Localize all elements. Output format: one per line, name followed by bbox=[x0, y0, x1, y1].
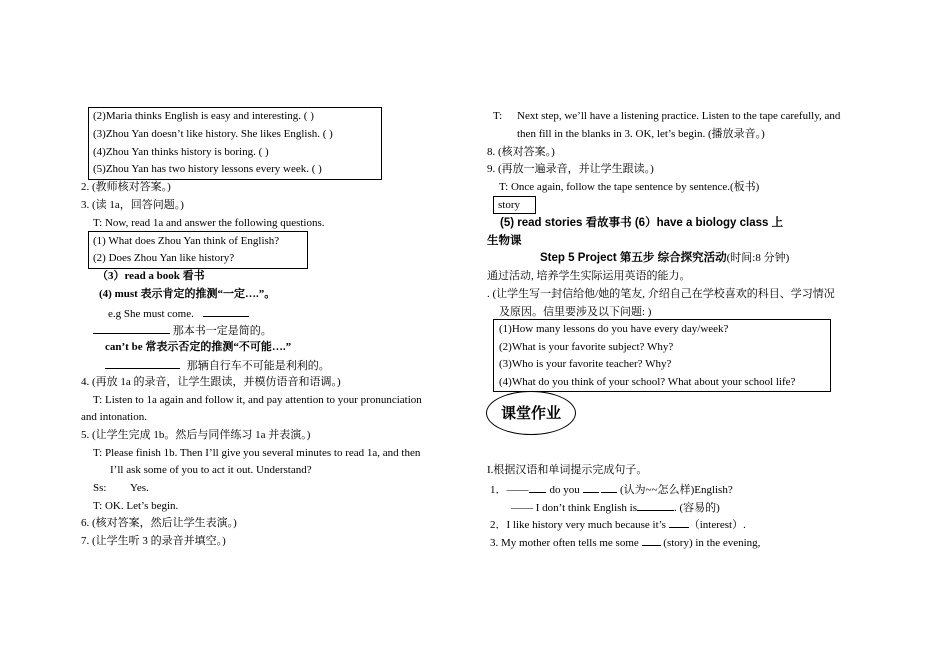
exercise-1b bbox=[511, 499, 720, 516]
blank[interactable] bbox=[203, 305, 249, 317]
homework-badge: 课堂作业 bbox=[486, 391, 576, 435]
blank[interactable] bbox=[529, 481, 546, 493]
q1a-suffix: (认为~~怎么样)English? bbox=[620, 484, 733, 496]
step-8: 8. (核对答案。) bbox=[487, 146, 555, 158]
book-chinese: 那本书一定是简的。 bbox=[172, 325, 272, 337]
letter-question-4: (4)What do you think of your school? What about your school life? bbox=[499, 376, 796, 388]
biology-class: 生物课 bbox=[487, 235, 522, 247]
read-stories: (5) read stories 看故事书 (6）have a biology class 上 bbox=[500, 217, 784, 229]
bike-chinese: 那辆自行车不可能是利利的。 bbox=[186, 360, 330, 372]
blank[interactable] bbox=[601, 481, 617, 493]
cant-be-note: can’t be 常表示否定的推测“不可能….” bbox=[105, 341, 292, 353]
question-1: (1) What does Zhou Yan think of English? bbox=[93, 235, 280, 247]
q1a-middle: do you bbox=[549, 484, 580, 496]
q3-suffix: (story) in the evening, bbox=[663, 537, 761, 549]
exercise-1a bbox=[490, 481, 733, 498]
step-3: 3. (读 1a，回答问题。) bbox=[81, 199, 184, 211]
blank[interactable] bbox=[642, 534, 661, 546]
q2-suffix: （interest）. bbox=[688, 519, 746, 531]
teacher-line-1: Next step, we’ll have a listening practice. Listen to the tape carefully, and bbox=[517, 110, 841, 122]
step-5: 5. (让学生完成 1b。然后与同伴练习 1a 并表演。) bbox=[81, 429, 311, 441]
exercise-3 bbox=[490, 534, 760, 551]
example-text: e.g She must come. bbox=[108, 308, 194, 320]
blank[interactable] bbox=[105, 357, 180, 369]
statement-3: (3)Zhou Yan doesn’t like history. She likes English. ( ) bbox=[93, 128, 333, 140]
example-line bbox=[108, 305, 249, 322]
story-word: story bbox=[498, 199, 520, 211]
step-2: 2. (教师核对答案。) bbox=[81, 181, 171, 193]
letter-question-3: (3)Who is your favorite teacher? Why? bbox=[499, 358, 672, 370]
teacher-line-2: then fill in the blanks in 3. OK, let’s begin. (播放录音。) bbox=[517, 128, 765, 140]
step-7: 7. (让学生听 3 的录音并填空。) bbox=[81, 535, 226, 547]
step-4: 4. (再放 1a 的录音，让学生跟读，并模仿语音和语调。) bbox=[81, 376, 341, 388]
step-5-heading bbox=[540, 251, 789, 266]
book-line bbox=[93, 322, 272, 339]
statement-5: (5)Zhou Yan has two history lessons every week. ( ) bbox=[93, 163, 322, 175]
exercise-title: I.根据汉语和单词提示完成句子。 bbox=[487, 464, 648, 476]
letter-question-1: (1)How many lessons do you have every day/week? bbox=[499, 323, 729, 335]
step-6: 6. (核对答案，然后让学生表演。) bbox=[81, 517, 237, 529]
step-5-time: (时间:8 分钟) bbox=[726, 252, 790, 264]
q1b-suffix: . (容易的) bbox=[674, 502, 720, 514]
blank[interactable] bbox=[93, 322, 170, 334]
teacher-label: T: bbox=[493, 110, 503, 122]
step-5-teacher-1: T: Please finish 1b. Then I’ll give you several minutes to read 1a, and then bbox=[93, 447, 421, 459]
q3-prefix: 3. My mother often tells me some bbox=[490, 537, 639, 549]
must-note: (4) must 表示肯定的推测“一定….”。 bbox=[99, 288, 276, 300]
students-reply: Yes. bbox=[130, 482, 149, 494]
step-5-teacher-2: I’ll ask some of you to act it out. Understand? bbox=[110, 464, 312, 476]
step-9-teacher: T: Once again, follow the tape sentence by sentence.(板书) bbox=[499, 181, 760, 193]
teacher-begin: T: OK. Let’s begin. bbox=[93, 500, 179, 512]
read-a-book: （3）read a book 看书 bbox=[97, 270, 205, 282]
step-5-title: Step 5 Project 第五步 综合探究活动 bbox=[540, 252, 727, 264]
step-4-teacher-2: and intonation. bbox=[81, 411, 147, 423]
q2-prefix: 2．I like history very much because it’s bbox=[490, 519, 666, 531]
letter-question-2: (2)What is your favorite subject? Why? bbox=[499, 341, 674, 353]
statement-4: (4)Zhou Yan thinks history is boring. ( ) bbox=[93, 146, 269, 158]
statement-2: (2)Maria thinks English is easy and interesting. ( ) bbox=[93, 110, 314, 122]
blank[interactable] bbox=[637, 499, 674, 511]
step-9: 9. (再放一遍录音，并让学生跟读。) bbox=[487, 163, 654, 175]
q1a-prefix: 1．—— bbox=[490, 484, 529, 496]
bike-line bbox=[105, 357, 330, 374]
q1b-prefix: —— I don’t think English is bbox=[511, 502, 637, 514]
step-4-teacher-1: T: Listen to 1a again and follow it, and pay attention to your pronunciation bbox=[93, 394, 422, 406]
students-label: Ss: bbox=[93, 482, 107, 494]
question-2: (2) Does Zhou Yan like history? bbox=[93, 252, 235, 264]
blank[interactable] bbox=[583, 481, 599, 493]
ability-line: 通过活动, 培养学生实际运用英语的能力。 bbox=[487, 270, 691, 282]
letter-line-1: . (让学生写一封信给他/她的笔友, 介绍自己在学校喜欢的科目、学习情况 bbox=[487, 288, 835, 300]
letter-line-2: 及原因。信里要涉及以下问题: ) bbox=[499, 306, 652, 318]
blank[interactable] bbox=[669, 516, 689, 528]
exercise-2 bbox=[490, 516, 746, 533]
step-3-teacher: T: Now, read 1a and answer the following questions. bbox=[93, 217, 325, 229]
